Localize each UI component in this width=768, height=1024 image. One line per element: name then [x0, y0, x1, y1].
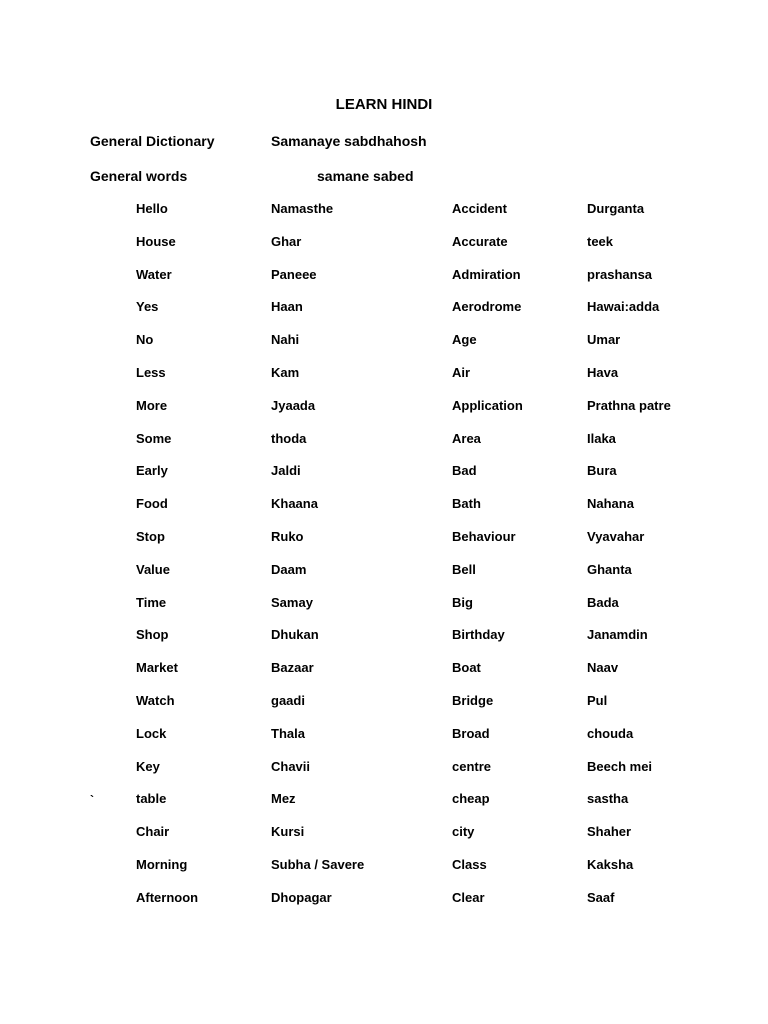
hindi-word-cell: Jyaada [271, 397, 316, 413]
hindi-word-cell: Chavii [271, 758, 311, 774]
english-word-cell: Key [136, 758, 160, 774]
english-word-cell: Afternoon [136, 889, 199, 905]
hindi-word-cell: Ruko [271, 528, 304, 544]
hindi-word-cell: thoda [271, 430, 307, 446]
page-title: LEARN HINDI [335, 96, 433, 113]
english-word-cell: Market [136, 660, 178, 676]
hindi-word-cell: Nahi [271, 332, 300, 348]
hindi-word-cell: Dhukan [271, 627, 319, 643]
hindi-word-cell: Paneee [271, 266, 317, 282]
hindi-word-cell: Prathna patre [587, 397, 671, 413]
hindi-word-cell: Mez [271, 791, 296, 807]
table-row [0, 824, 768, 857]
hindi-word-cell: Ghar [271, 233, 302, 249]
hindi-word-cell: Beech mei [587, 758, 653, 774]
english-word-cell: Admiration [452, 266, 521, 282]
table-row [0, 332, 768, 365]
english-word-cell: table [136, 791, 167, 807]
english-word-cell: Value [136, 561, 170, 577]
english-word-cell: Birthday [452, 627, 505, 643]
dictionary-label: General Dictionary [90, 133, 215, 149]
hindi-word-cell: sastha [587, 791, 629, 807]
english-word-cell: Bell [452, 561, 476, 577]
english-word-cell: Morning [136, 856, 188, 872]
table-row [0, 431, 768, 464]
hindi-word-cell: Vyavahar [587, 528, 645, 544]
english-word-cell: Yes [136, 299, 159, 315]
hindi-word-cell: Thala [271, 725, 305, 741]
hindi-word-cell: Subha / Savere [271, 856, 365, 872]
english-word-cell: Area [452, 430, 481, 446]
hindi-word-cell: Shaher [587, 824, 632, 840]
table-row [0, 267, 768, 300]
table-row [0, 234, 768, 267]
table-row [0, 726, 768, 759]
hindi-word-cell: chouda [587, 725, 634, 741]
hindi-word-cell: Ilaka [587, 430, 616, 446]
english-word-cell: Bath [452, 496, 481, 512]
table-row [0, 201, 768, 234]
hindi-word-cell: Nahana [587, 496, 634, 512]
english-word-cell: More [136, 397, 168, 413]
hindi-word-cell: Hava [587, 364, 619, 380]
english-word-cell: Accident [452, 201, 507, 216]
hindi-word-cell: Kaksha [587, 856, 634, 872]
hindi-word-cell: Samay [271, 594, 313, 610]
english-word-cell: Behaviour [452, 528, 516, 544]
english-word-cell: Bad [452, 463, 477, 479]
table-row [0, 660, 768, 693]
table-row [0, 463, 768, 496]
english-word-cell: Some [136, 430, 172, 446]
hindi-word-cell: Bazaar [271, 660, 314, 676]
english-word-cell: Accurate [452, 233, 508, 249]
hindi-word-cell: Jaldi [271, 463, 301, 479]
hindi-word-cell: Durganta [587, 201, 645, 216]
english-word-cell: Shop [136, 627, 169, 643]
hindi-word-cell: Kursi [271, 824, 305, 840]
english-word-cell: Lock [136, 725, 167, 741]
english-word-cell: Water [136, 266, 172, 282]
hindi-word-cell: Saaf [587, 889, 615, 905]
hindi-word-cell: Bada [587, 594, 619, 610]
hindi-word-cell: Namasthe [271, 201, 334, 216]
english-word-cell: Clear [452, 889, 485, 905]
english-word-cell: Food [136, 496, 168, 512]
english-word-cell: Application [452, 397, 523, 413]
english-word-cell: Age [452, 332, 477, 348]
english-word-cell: centre [452, 758, 492, 774]
hindi-word-cell: Dhopagar [271, 889, 332, 905]
table-row [0, 595, 768, 628]
english-word-cell: Big [452, 594, 473, 610]
table-row [0, 365, 768, 398]
hindi-word-cell: Kam [271, 364, 300, 380]
english-word-cell: House [136, 233, 176, 249]
hindi-word-cell: Daam [271, 561, 307, 577]
english-word-cell: Hello [136, 201, 168, 216]
hindi-word-cell: Bura [587, 463, 617, 479]
words-label: General words [90, 168, 188, 184]
english-word-cell: Aerodrome [452, 299, 522, 315]
table-row [0, 890, 768, 923]
english-word-cell: cheap [452, 791, 490, 807]
hindi-word-cell: Umar [587, 332, 621, 348]
table-row [0, 693, 768, 726]
english-word-cell: city [452, 824, 475, 840]
english-word-cell: No [136, 332, 154, 348]
table-row [0, 496, 768, 529]
hindi-word-cell: prashansa [587, 266, 653, 282]
table-row [0, 299, 768, 332]
table-row [0, 857, 768, 890]
hindi-word-cell: Ghanta [587, 561, 632, 577]
hindi-word-cell: Khaana [271, 496, 318, 512]
english-word-cell: Boat [452, 660, 481, 676]
words-translation: samane sabed [317, 168, 414, 184]
vocabulary-table [0, 201, 768, 923]
english-word-cell: Watch [136, 692, 175, 708]
english-word-cell: Broad [452, 725, 490, 741]
hindi-word-cell: Naav [587, 660, 619, 676]
english-word-cell: Stop [136, 528, 165, 544]
stray-backtick-mark: ` [90, 793, 94, 807]
english-word-cell: Less [136, 364, 166, 380]
hindi-word-cell: Janamdin [587, 627, 648, 643]
table-row [0, 398, 768, 431]
hindi-word-cell: Haan [271, 299, 303, 315]
hindi-word-cell: gaadi [271, 692, 305, 708]
dictionary-translation: Samanaye sabdhahosh [271, 133, 427, 149]
table-row [0, 627, 768, 660]
table-row [0, 529, 768, 562]
english-word-cell: Air [452, 364, 471, 380]
table-row [0, 562, 768, 595]
hindi-word-cell: Hawai:adda [587, 299, 660, 315]
english-word-cell: Class [452, 856, 487, 872]
hindi-word-cell: teek [587, 233, 614, 249]
table-row [0, 791, 768, 824]
english-word-cell: Chair [136, 824, 170, 840]
english-word-cell: Time [136, 594, 167, 610]
english-word-cell: Early [136, 463, 168, 479]
english-word-cell: Bridge [452, 692, 494, 708]
hindi-word-cell: Pul [587, 692, 608, 708]
table-row [0, 759, 768, 792]
